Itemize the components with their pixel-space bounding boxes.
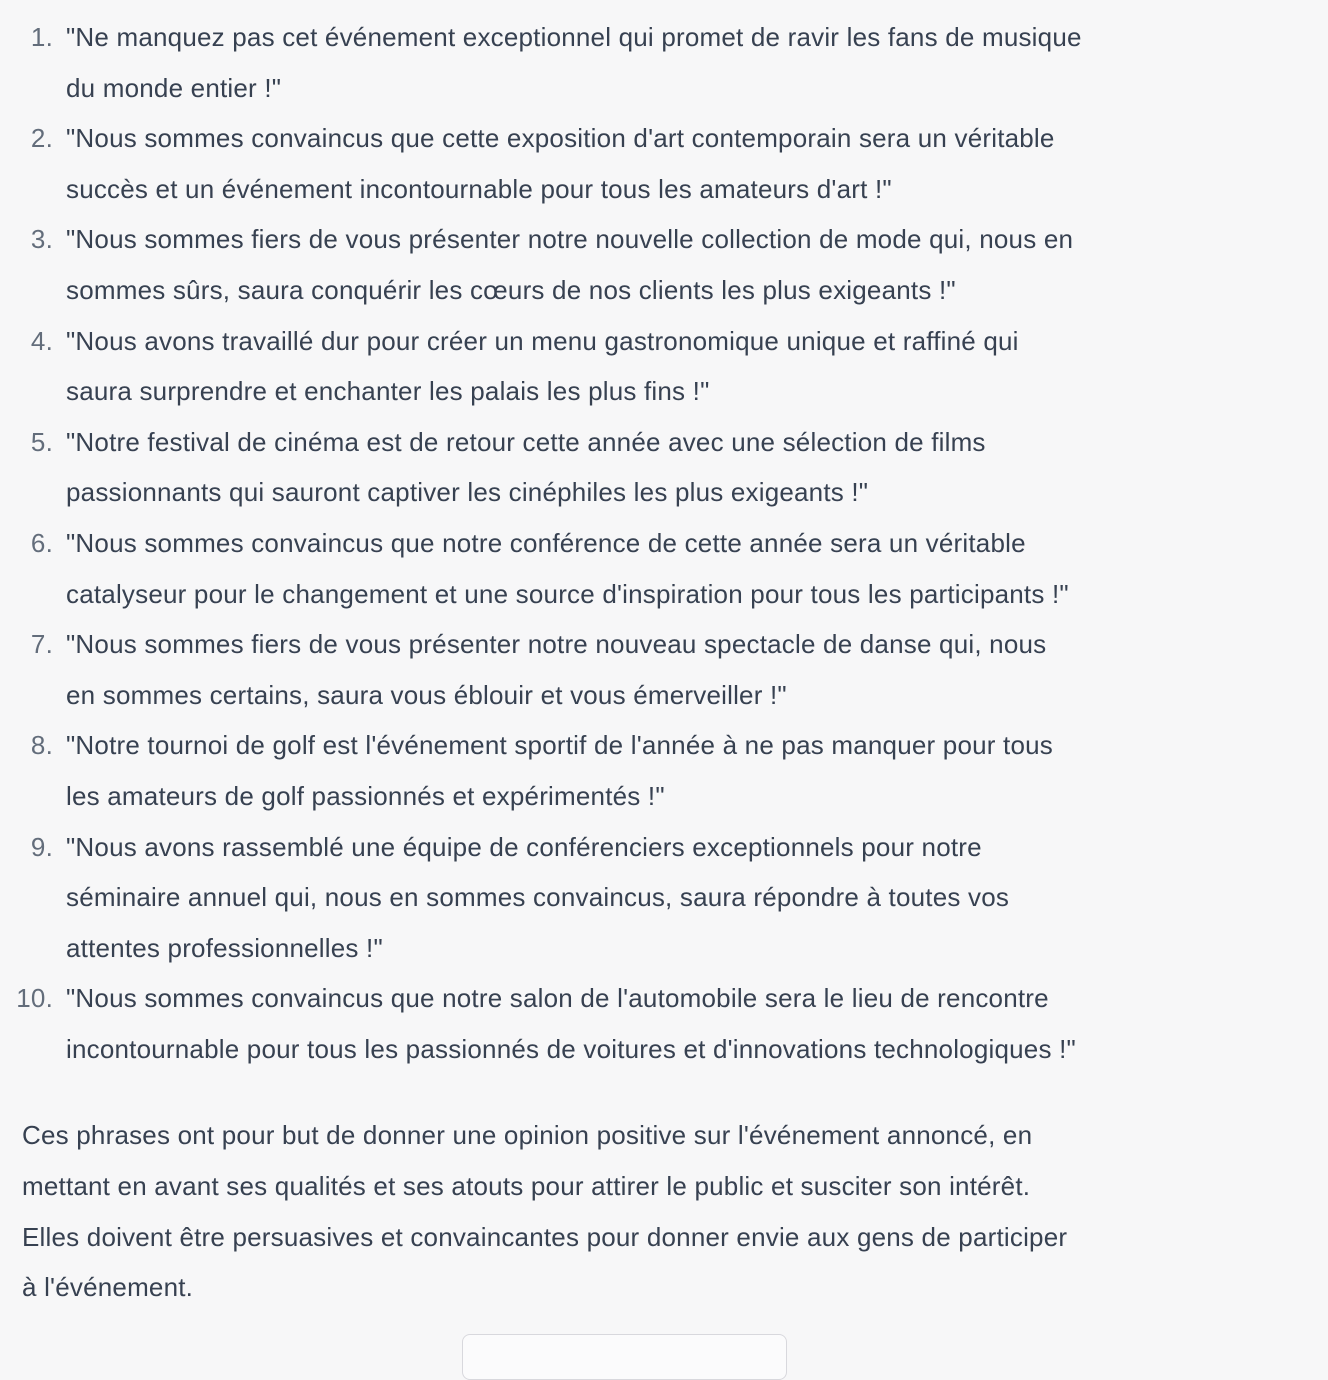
list-item-line: saura surprendre et enchanter les palais les plus fins !" <box>66 376 710 407</box>
list-item-line: sommes sûrs, saura conquérir les cœurs de nos clients les plus exigeants !" <box>66 274 956 305</box>
list-item-line: "Notre festival de cinéma est de retour cette année avec une sélection de films <box>66 426 986 457</box>
list-item-number: 10. <box>16 983 53 1014</box>
list-item-line: "Nous sommes convaincus que notre salon de l'automobile sera le lieu de rencontre <box>66 983 1049 1014</box>
list-item-number: 9. <box>30 831 53 862</box>
list-item-number: 2. <box>30 123 53 154</box>
bottom-action-button-top-edge[interactable] <box>462 1334 787 1380</box>
list-item-line: "Nous sommes convaincus que notre conférence de cette année sera un véritable <box>66 527 1026 558</box>
list-item-line: en sommes certains, saura vous éblouir et vous émerveiller !" <box>66 679 787 710</box>
list-item <box>0 214 1288 315</box>
list-item-number: 4. <box>30 325 53 356</box>
closing-paragraph <box>0 1110 1328 1312</box>
list-item-line: "Nous avons travaillé dur pour créer un menu gastronomique unique et raffiné qui <box>66 325 1019 356</box>
list-item-line: catalyseur pour le changement et une source d'inspiration pour tous les participants !" <box>66 578 1069 609</box>
list-item-line: "Ne manquez pas cet événement exceptionnel qui promet de ravir les fans de musique <box>66 22 1082 52</box>
closing-paragraph-line: mettant en avant ses qualités et ses atouts pour attirer le public et susciter son intérêt. <box>22 1171 1031 1202</box>
list-item <box>0 973 1288 1074</box>
list-item <box>0 316 1288 417</box>
list-item-number: 8. <box>30 730 53 761</box>
list-item-number: 1. <box>30 22 53 52</box>
list-item-line: séminaire annuel qui, nous en sommes convaincus, saura répondre à toutes vos <box>66 882 1010 913</box>
list-item-line: passionnants qui sauront captiver les cinéphiles les plus exigeants !" <box>66 477 869 508</box>
list-item-line: les amateurs de golf passionnés et expérimentés !" <box>66 780 665 811</box>
list-item-line: attentes professionnelles !" <box>66 932 383 963</box>
list-item <box>0 518 1288 619</box>
list-item-line: "Nous sommes fiers de vous présenter notre nouveau spectacle de danse qui, nous <box>66 629 1047 660</box>
list-item <box>0 619 1288 720</box>
list-item <box>0 113 1288 214</box>
list-item-line: "Nous sommes convaincus que cette exposition d'art contemporain sera un véritable <box>66 123 1055 154</box>
list-item <box>0 12 1288 113</box>
closing-paragraph-line: Ces phrases ont pour but de donner une opinion positive sur l'événement annoncé, en <box>22 1120 1033 1151</box>
list-item-number: 3. <box>30 224 53 255</box>
list-item-line: incontournable pour tous les passionnés de voitures et d'innovations technologiques !" <box>66 1033 1076 1064</box>
list-item-line: du monde entier !" <box>66 72 282 103</box>
list-item-line: "Notre tournoi de golf est l'événement sportif de l'année à ne pas manquer pour tous <box>66 730 1054 761</box>
closing-paragraph-line: Elles doivent être persuasives et convaincantes pour donner envie aux gens de participer <box>22 1221 1068 1252</box>
list-item-line: succès et un événement incontournable pour tous les amateurs d'art !" <box>66 173 892 204</box>
list-item-number: 6. <box>30 527 53 558</box>
list-item-number: 7. <box>30 629 53 660</box>
closing-paragraph-line: à l'événement. <box>22 1272 194 1303</box>
list-item <box>0 822 1288 974</box>
list-item-number: 5. <box>30 426 53 457</box>
list-item <box>0 417 1288 518</box>
list-item <box>0 720 1288 821</box>
list-item-line: "Nous avons rassemblé une équipe de conférenciers exceptionnels pour notre <box>66 831 982 862</box>
list-item-line: "Nous sommes fiers de vous présenter notre nouvelle collection de mode qui, nous en <box>66 224 1074 255</box>
